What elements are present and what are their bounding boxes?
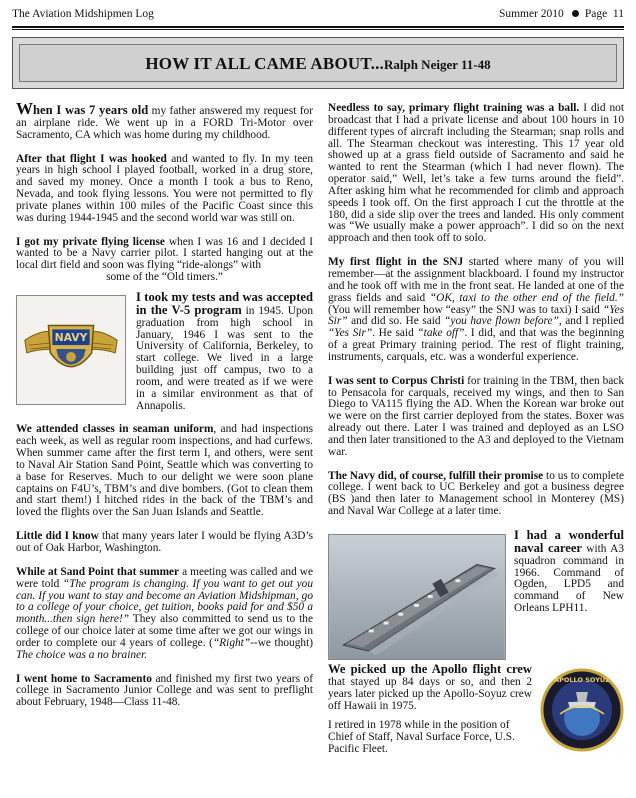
article-author: Ralph Neiger 11-48	[383, 57, 491, 72]
quote-text: “Yes Sir”	[328, 303, 624, 328]
paragraph-text: , and I replied	[558, 315, 624, 328]
paragraph	[16, 424, 313, 519]
quote-text: “Yes Sir”	[328, 327, 373, 340]
lead-in: I was sent to Corpus Christi	[328, 374, 465, 387]
paragraph-text: (You will remember how “easy” the SNJ was to taxi) I said	[328, 303, 603, 316]
paragraph-text: for training in the TBM, then back to Pensacola for carquals, received my wings, and then to San Diego to VA115 flying the AD. When the Korean war broke out we were on the first carrier deployed from the states. Boxer was already out there. Later I was trained and deployed as an LSO and then later transitioned to the A3 and deployed to the Vietnam war.	[328, 374, 624, 458]
carrier-image	[328, 534, 506, 660]
paragraph-text: that stayed up 84 days or so, and then 2 years later picked up the Apollo-Soyuz crew off Hawaii in 1975.	[328, 675, 532, 712]
article-title-box	[19, 44, 617, 82]
paragraph-text: to us to complete college. I went back to UC Berkeley and got a business degree (BS )and then later to Management school in Monterey (MS) and Naval War College at a later time.	[328, 469, 625, 518]
quote-text: “The program is changing. If you want to get out you can. If you want to stay and become an Aviation Midshipman, go to a college of your choice, get tuition, books paid for and $50 a month...then sign here!”	[16, 577, 313, 626]
paragraph	[16, 99, 313, 142]
right-column	[328, 103, 624, 768]
paragraph-text: I did not broadcast that I had a private license and about 100 hours in 10 different types of aircraft including the Stearman; snap rolls and all. The Stearman checkout was interesting. This 17 year old showed up at a grass field outside of Sacramento and said he wanted to rent the Stearman (which I had never flown). The operator said,” Well, let’s take a few turns around the field”. After asking him what he recommended for climb and approach speeds I took off. On the first approach I cut the throttle at the 180, did a side slip over the trees and landed. His only comment was “We usually make a power approach”. I did so on the next approach and then took off to solo.	[328, 102, 624, 245]
lead-in: After that flight I was hooked	[16, 152, 167, 165]
page-number: Page 11	[584, 8, 624, 20]
paragraph-text: They also committed to send us to the college of our choice later at some time after we got our wings in order to complete our 4 years of college. (	[16, 613, 313, 649]
paragraph-text: --we thought)	[250, 636, 313, 649]
aircraft-carrier-icon	[328, 534, 506, 660]
paragraph-text: and finished my first two years of college in Sacramento Junior College and was sent to preflight about February, 1948—Class 11-48.	[16, 672, 314, 709]
bullet-icon	[572, 10, 579, 17]
lead-in: My first flight in the SNJ	[328, 256, 464, 269]
paragraph	[328, 257, 624, 364]
lead-in: We attended classes in seaman uniform	[16, 423, 214, 436]
lead-in: We picked up the Apollo flight crew	[328, 662, 532, 676]
lead-in: Little did I know	[16, 530, 99, 543]
page-header	[12, 8, 624, 26]
paragraph-text: in 1945. Upon graduation from high school in January, 1946 I was sent to the University of California, Berkeley, to start college. We lived in a large building just off campus, two to a room, and were treated as if we were in a similar environment as that of Annapolis.	[136, 304, 314, 412]
paragraph	[16, 567, 313, 662]
paragraph-text: , and had inspections each week, as well as regular room inspections, and had curfews. When summer came after the first term I, and others, were sent to Naval Air Station Sand Point, Seattle which was converting to a base for Reserves. Much to our delight we were soon plane captains on F4U’s, TBM’s and dive bombers. (Got to clean them and start them!) I hitched rides in the back of the TBM’s and loved the flights over the San Juan Islands and Seattle.	[16, 423, 313, 519]
paragraph-text: some of the “Old timers.”	[106, 271, 223, 284]
paragraph-text: and did so. He said	[347, 315, 445, 328]
svg-text:APOLLO SOYUZ: APOLLO SOYUZ	[554, 676, 610, 684]
paragraph	[328, 471, 624, 518]
left-column	[16, 99, 314, 721]
paragraph-text: with A3 squadron command in 1966. Command of Ogden, LPD5 and command of New Orleans LPH11.	[514, 542, 624, 615]
quote-text: “take off”	[417, 327, 465, 340]
quote-text: “Right”	[212, 636, 251, 649]
paragraph-text: when I was 16 and I decided I wanted to be a Navy carrier pilot. I started hanging out at the local dirt field and soon was flying “ride-alongs” with	[16, 235, 313, 272]
paragraph	[16, 237, 313, 284]
quote-text: “you have flown before”	[444, 315, 559, 328]
lead-in: I had a wonderful naval career	[514, 528, 624, 555]
paragraph-text: that many years later I would be flying A3D’s out of Oak Harbor, Washington.	[16, 530, 313, 554]
paragraph	[16, 531, 313, 555]
paragraph-text: . I did, and that was the beginning of a great Primary training period. The rest of flight training, instruments, carquals, etc. was a wonderful experience.	[328, 327, 624, 363]
paragraph-text: started where many of you will remember—at the assignment blackboard. I found my instructor and he took off with me in the front seat. He landed at one of the grass fields and said	[328, 256, 625, 304]
paragraph-text: a meeting was called and we were told	[16, 565, 313, 590]
lead-in: hen I was 7 years old	[33, 103, 149, 117]
lead-in: I went home to Sacramento	[16, 672, 152, 685]
paragraph	[328, 103, 624, 245]
publication-name: The Aviation Midshipmen Log	[12, 8, 154, 20]
paragraph-text: and wanted to fly. In my teen years in high school I played football, worked in a drug store, and saved my money. Once a month I took a bus to Reno, Nevada, and took flying lessons. You were not permitted to fly private planes within 100 miles of the Pacific Coast since this was during 1944-1945 and the second world war was still on.	[16, 152, 313, 224]
quote-text: The choice was a no brainer.	[16, 648, 148, 661]
lead-in: While at Sand Point that summer	[16, 565, 180, 578]
lead-in: I took my tests and was accepted in the V-5 program	[136, 289, 313, 317]
header-rule-thick	[12, 26, 624, 28]
article-title: HOW IT ALL CAME ABOUT...	[145, 54, 384, 73]
lead-in: The Navy did, of course, fulfill their promise	[328, 469, 544, 482]
navy-pin-image	[16, 295, 126, 405]
lead-in: I got my private flying license	[16, 235, 165, 248]
paragraph	[16, 674, 313, 710]
paragraph-text: my father answered my request for an airplane ride. We went up in a FORD Tri-Motor over Sacramento, CA which was home during my childhood.	[16, 105, 313, 141]
drop-cap: W	[16, 99, 33, 118]
issue-info	[499, 8, 624, 20]
header-rule-thin	[12, 29, 624, 30]
navy-wings-pin-icon	[16, 295, 126, 405]
svg-text:NAVY: NAVY	[54, 331, 88, 345]
article-title-banner	[12, 37, 624, 89]
issue-date: Summer 2010	[498, 8, 564, 20]
paragraph: I retired in 1978 while in the position of Chief of Staff, Naval Surface Force, U.S. Pacific Fleet.	[328, 719, 515, 756]
quote-text: “OK, taxi to the other end of the field.”	[429, 291, 624, 304]
lead-in: Needless to say, primary flight training was a ball.	[328, 102, 580, 114]
apollo-soyuz-patch-icon	[540, 668, 624, 752]
paragraph-text: . He said	[372, 327, 418, 340]
apollo-patch-image	[540, 668, 624, 752]
paragraph	[16, 154, 313, 225]
paragraph	[328, 376, 624, 459]
